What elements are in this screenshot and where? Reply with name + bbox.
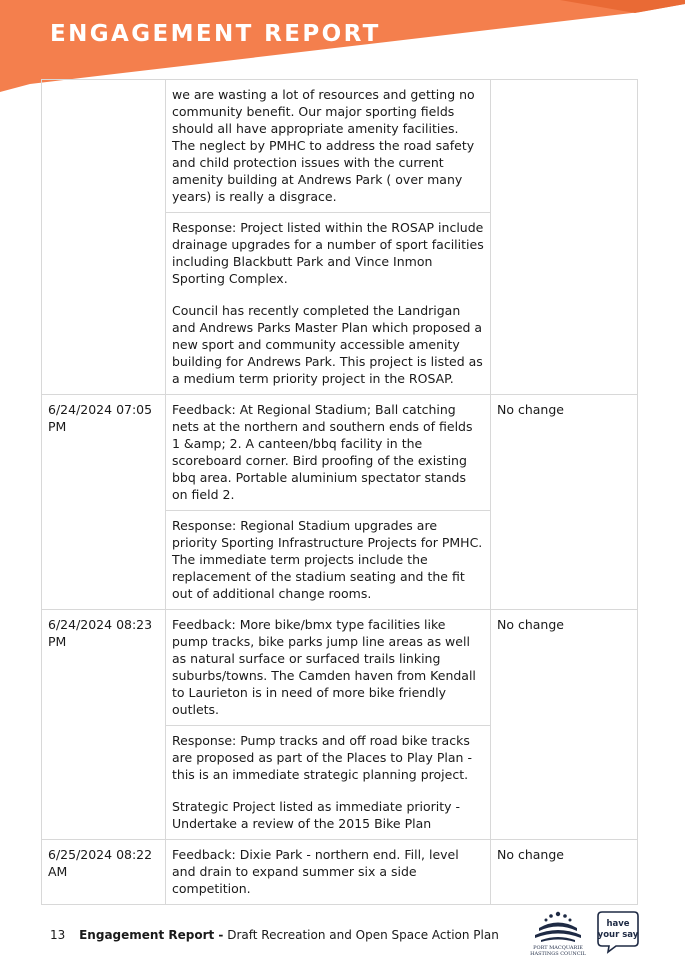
footer-report-label: Engagement Report - bbox=[79, 928, 224, 942]
submission-date bbox=[42, 80, 165, 92]
change-status: No change bbox=[497, 847, 564, 862]
date-cell bbox=[42, 395, 166, 610]
hys-logo-line1: have bbox=[606, 919, 630, 929]
paragraph: Council has recently completed the Landrigan and Andrews Parks Master Plan which proposed a new sport and community accessible amenity building for Andrews Park. This project is listed as a medium term priority project in the ROSAP. bbox=[172, 303, 483, 386]
council-logo-icon bbox=[527, 908, 589, 958]
paragraph: Response: Pump tracks and off road bike tracks are proposed as part of the Places to Play Plan - this is an immediate strategic planning project. bbox=[172, 733, 472, 782]
feedback-block bbox=[166, 395, 490, 511]
page-number: 13 bbox=[50, 928, 66, 942]
change-cell bbox=[491, 395, 638, 610]
paragraph: Strategic Project listed as immediate priority - Undertake a review of the 2015 Bike Plan bbox=[172, 799, 461, 831]
council-logo-line2: HASTINGS COUNCIL bbox=[530, 951, 586, 957]
change-cell bbox=[491, 80, 638, 395]
engagement-table bbox=[41, 79, 638, 905]
paragraph: Response: Project listed within the ROSAP include drainage upgrades for a number of sport facilities including Blackbutt Park and Vince Inmon Sporting Complex. bbox=[172, 220, 484, 286]
response-block bbox=[166, 213, 490, 394]
change-status bbox=[491, 80, 637, 92]
feedback-cell bbox=[166, 840, 491, 905]
have-your-say-icon bbox=[596, 910, 640, 954]
date-cell bbox=[42, 840, 166, 905]
page-header-title: ENGAGEMENT REPORT bbox=[50, 21, 381, 47]
table-row bbox=[42, 395, 638, 610]
change-status: No change bbox=[497, 402, 564, 417]
submission-date: 6/24/2024 07:05 PM bbox=[48, 402, 153, 434]
council-logo-line1: PORT MACQUARIE bbox=[533, 945, 583, 951]
response-block bbox=[166, 726, 490, 839]
table-row bbox=[42, 840, 638, 905]
date-cell bbox=[42, 80, 166, 395]
page-footer bbox=[50, 928, 499, 942]
date-cell bbox=[42, 610, 166, 840]
paragraph: Feedback: Dixie Park - northern end. Fill, level and drain to expand summer six a side competition. bbox=[172, 847, 459, 896]
feedback-cell bbox=[166, 395, 491, 610]
feedback-block bbox=[166, 840, 490, 904]
hys-logo-line2: your say bbox=[597, 930, 639, 940]
table-row bbox=[42, 80, 638, 395]
paragraph: we are wasting a lot of resources and getting no community benefit. Our major sporting fields should all have appropriate amenity facilities. The neglect by PMHC to address the road safety and child protection issues with the current amenity building at Andrews Park ( over many years) is really a disgrace. bbox=[172, 87, 475, 204]
paragraph: Feedback: More bike/bmx type facilities like pump tracks, bike parks jump line areas as well as natural surface or surfaced trails linking suburbs/towns. The Camden haven from Kendall to Laurieton is in need of more bike friendly outlets. bbox=[172, 617, 476, 717]
council-logo bbox=[527, 908, 589, 958]
table-body bbox=[42, 80, 638, 905]
submission-date: 6/24/2024 08:23 PM bbox=[48, 617, 153, 649]
table-row bbox=[42, 610, 638, 840]
footer-doc-title: Draft Recreation and Open Space Action Plan bbox=[227, 928, 499, 942]
feedback-block bbox=[166, 610, 490, 726]
change-cell bbox=[491, 610, 638, 840]
paragraph: Feedback: At Regional Stadium; Ball catching nets at the northern and southern ends of fields 1 &amp; 2. A canteen/bbq facility in the scoreboard corner. Bird proofing of the existing bbq area. Portable aluminium spectator stands on field 2. bbox=[172, 402, 473, 502]
change-status: No change bbox=[497, 617, 564, 632]
change-cell bbox=[491, 840, 638, 905]
submission-date: 6/25/2024 08:22 AM bbox=[48, 847, 153, 879]
response-block bbox=[166, 80, 490, 213]
response-block bbox=[166, 511, 490, 609]
feedback-cell bbox=[166, 610, 491, 840]
have-your-say-logo bbox=[596, 910, 640, 954]
paragraph: Response: Regional Stadium upgrades are priority Sporting Infrastructure Projects for PMHC. The immediate term projects include the replacement of the stadium seating and the fit out of additional change rooms. bbox=[172, 518, 483, 601]
feedback-cell bbox=[166, 80, 491, 395]
